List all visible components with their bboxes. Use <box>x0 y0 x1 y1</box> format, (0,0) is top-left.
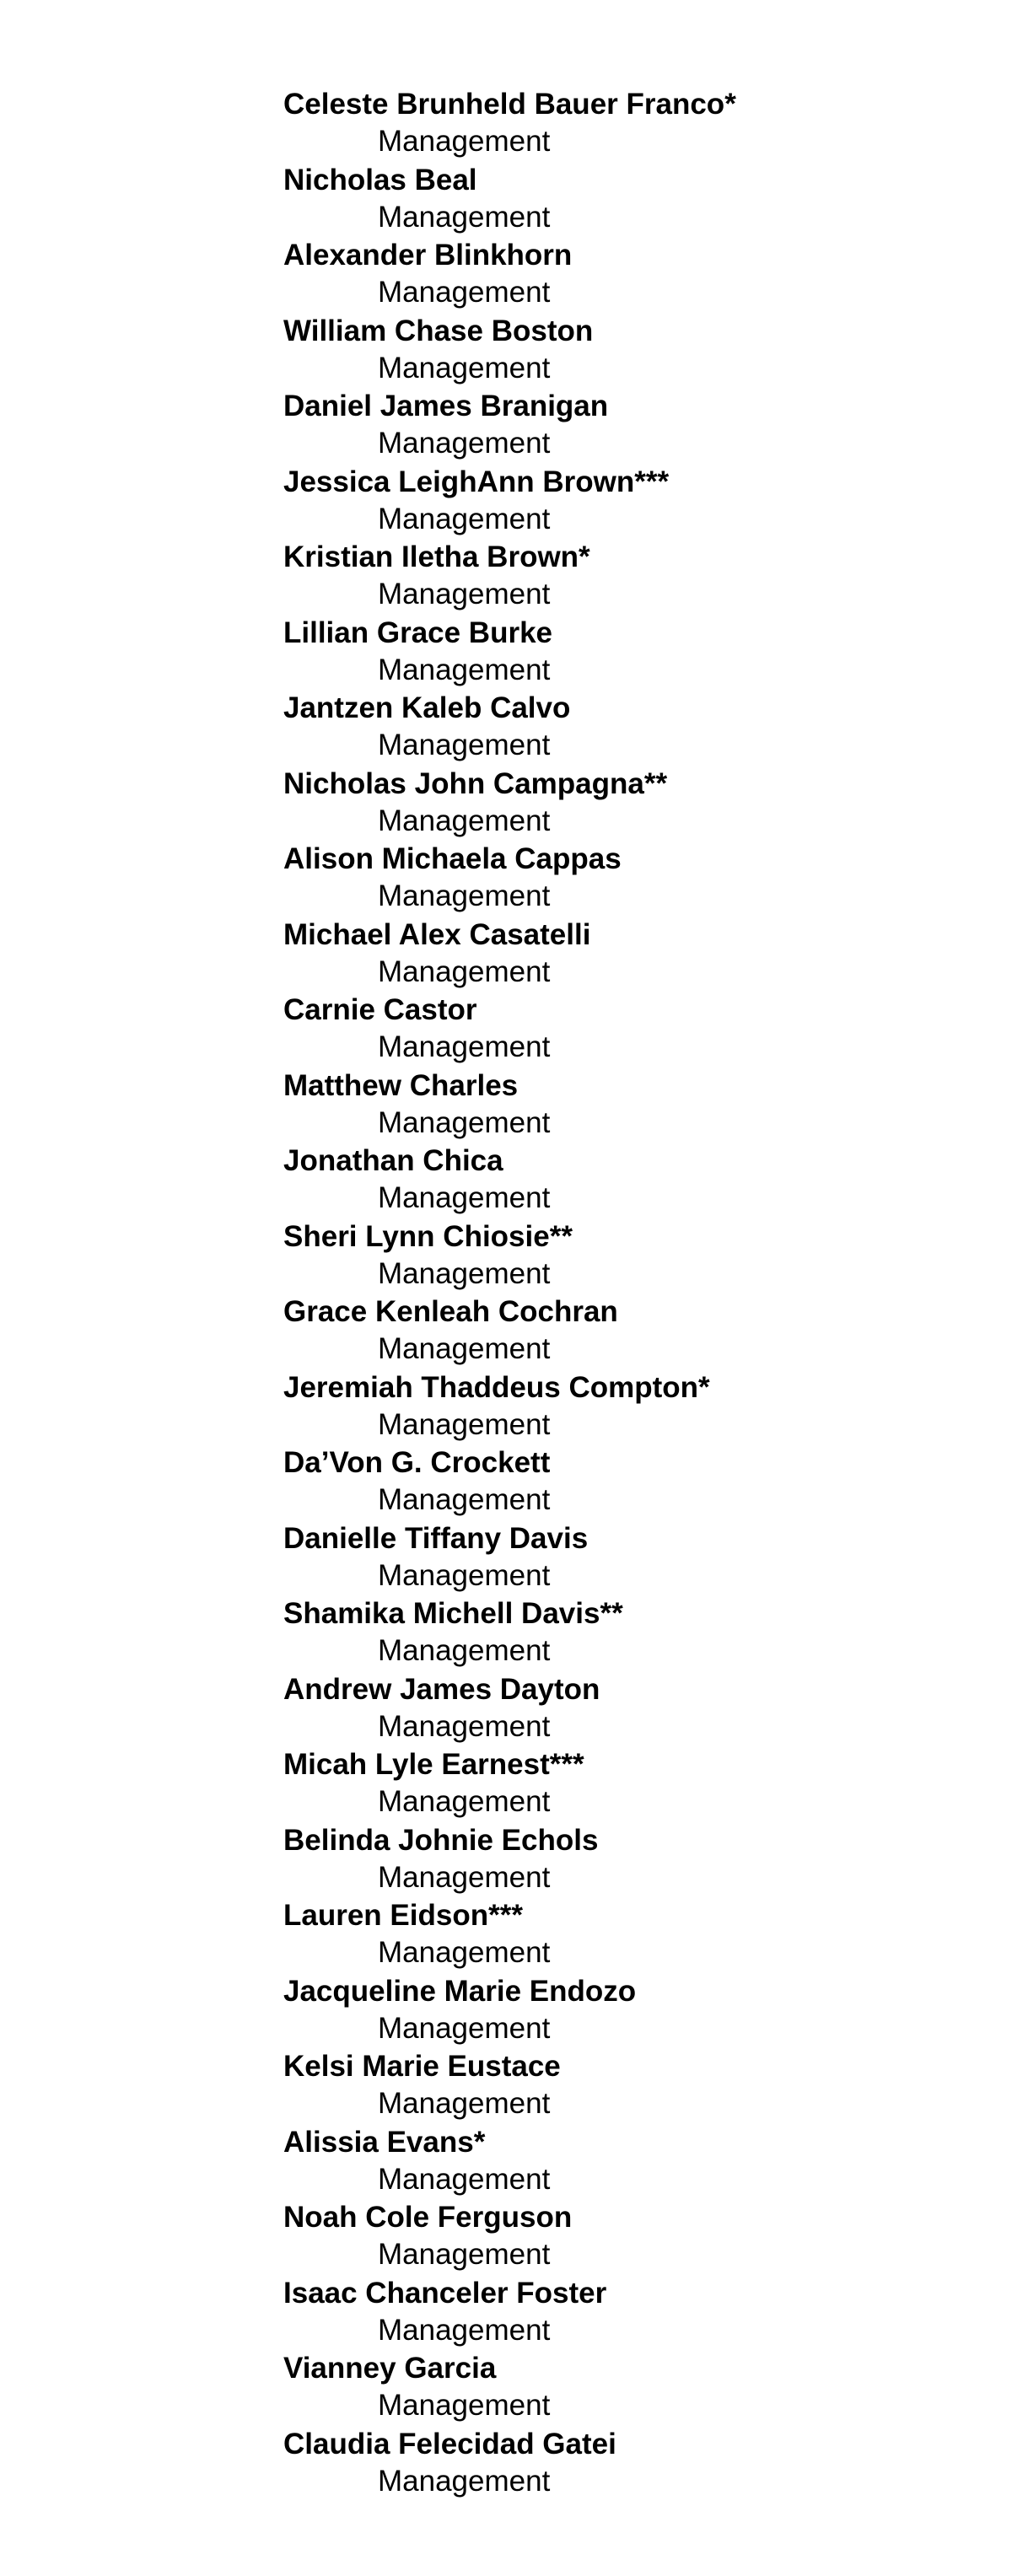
graduate-entry <box>283 2275 958 2351</box>
graduate-entry <box>283 237 958 313</box>
graduate-entry <box>283 1520 958 1596</box>
graduate-entry <box>283 1218 958 1294</box>
graduate-name: Nicholas Beal <box>283 163 477 196</box>
graduate-entry <box>283 615 958 691</box>
graduate-program: Management <box>378 653 551 686</box>
graduate-name: Sheri Lynn Chiosie** <box>283 1219 573 1253</box>
graduate-program: Management <box>378 804 551 837</box>
graduate-entry <box>283 1143 958 1218</box>
graduate-program: Management <box>378 1558 551 1592</box>
graduate-program: Management <box>378 1256 551 1290</box>
graduate-program: Management <box>378 1936 551 1969</box>
graduate-entry <box>283 2124 958 2200</box>
graduate-name: Claudia Felecidad Gatei <box>283 2427 616 2460</box>
graduate-name: Micah Lyle Earnest*** <box>283 1748 584 1781</box>
graduate-entry <box>283 162 958 238</box>
graduate-entry <box>283 1444 958 1520</box>
graduate-program: Management <box>378 879 551 912</box>
graduate-name: Belinda Johnie Echols <box>283 1823 599 1857</box>
graduate-name: Michael Alex Casatelli <box>283 917 591 951</box>
graduate-entry <box>283 1293 958 1369</box>
graduate-entry <box>283 1822 958 1898</box>
graduate-entry <box>283 388 958 464</box>
graduate-name: Shamika Michell Davis** <box>283 1597 623 1630</box>
graduate-program: Management <box>378 2313 551 2347</box>
graduate-program: Management <box>378 351 551 385</box>
graduate-name: Lillian Grace Burke <box>283 616 553 649</box>
graduate-entry <box>283 2350 958 2426</box>
graduate-program: Management <box>378 955 551 988</box>
graduate-entry <box>283 2199 958 2275</box>
graduate-name: Danielle Tiffany Davis <box>283 1521 589 1555</box>
graduate-name: Noah Cole Ferguson <box>283 2201 573 2234</box>
graduate-entry <box>283 2426 958 2502</box>
graduate-program: Management <box>378 1785 551 1818</box>
graduate-name: Jantzen Kaleb Calvo <box>283 691 571 724</box>
graduate-name: Andrew James Dayton <box>283 1672 600 1706</box>
graduate-program: Management <box>378 2087 551 2120</box>
graduate-name: Carnie Castor <box>283 993 477 1026</box>
graduate-program: Management <box>378 125 551 158</box>
graduate-name: Alison Michaela Cappas <box>283 842 622 875</box>
graduate-program: Management <box>378 2011 551 2045</box>
graduate-program: Management <box>378 276 551 309</box>
graduate-entry <box>283 313 958 389</box>
graduate-name: Nicholas John Campagna** <box>283 766 668 800</box>
graduate-name: Daniel James Branigan <box>283 390 609 422</box>
graduate-name: Da’Von G. Crockett <box>283 1446 551 1479</box>
graduate-program: Management <box>378 578 551 610</box>
graduate-entry <box>283 766 958 842</box>
graduate-program: Management <box>378 1483 551 1516</box>
graduate-entry <box>283 2048 958 2124</box>
graduate-program: Management <box>378 1105 551 1139</box>
graduate-program: Management <box>378 1030 551 1063</box>
graduate-name: Matthew Charles <box>283 1068 519 1102</box>
graduate-name: Jeremiah Thaddeus Compton* <box>283 1370 710 1404</box>
graduate-program: Management <box>378 1407 551 1441</box>
graduate-entry <box>283 1671 958 1747</box>
graduate-program: Management <box>378 2464 551 2498</box>
graduate-program: Management <box>378 1709 551 1743</box>
graduate-name: Isaac Chanceler Foster <box>283 2276 607 2310</box>
graduate-entry <box>283 1369 958 1445</box>
graduate-list <box>283 86 958 2501</box>
graduate-program: Management <box>378 1860 551 1894</box>
graduate-entry <box>283 539 958 615</box>
graduate-program: Management <box>378 1181 551 1214</box>
graduate-entry <box>283 464 958 540</box>
graduate-name: Celeste Brunheld Bauer Franco* <box>283 88 736 121</box>
graduate-name: Alexander Blinkhorn <box>283 239 573 272</box>
graduate-entry <box>283 86 958 162</box>
graduate-program: Management <box>378 2238 551 2271</box>
graduate-program: Management <box>378 1332 551 1365</box>
graduate-entry <box>283 917 958 992</box>
graduate-name: Alissia Evans* <box>283 2125 486 2159</box>
graduate-entry <box>283 1973 958 2049</box>
graduate-entry <box>283 690 958 766</box>
graduate-name: William Chase Boston <box>283 314 594 347</box>
graduate-name: Jessica LeighAnn Brown*** <box>283 465 670 498</box>
graduate-program: Management <box>378 729 551 761</box>
graduate-entry <box>283 841 958 917</box>
graduate-program: Management <box>378 502 551 535</box>
graduate-program: Management <box>378 1634 551 1667</box>
graduate-name: Kristian Iletha Brown* <box>283 540 590 573</box>
graduate-name: Kelsi Marie Eustace <box>283 2050 561 2083</box>
graduate-entry <box>283 1595 958 1671</box>
graduate-entry <box>283 992 958 1068</box>
graduate-name: Jonathan Chica <box>283 1144 503 1177</box>
graduate-program: Management <box>378 427 551 460</box>
graduate-entry <box>283 1068 958 1143</box>
graduate-name: Grace Kenleah Cochran <box>283 1295 618 1328</box>
graduate-program: Management <box>378 2389 551 2422</box>
graduate-name: Jacqueline Marie Endozo <box>283 1974 637 2008</box>
graduate-entry <box>283 1746 958 1822</box>
graduate-entry <box>283 1897 958 1973</box>
graduate-name: Lauren Eidson*** <box>283 1899 523 1932</box>
graduate-program: Management <box>378 200 551 234</box>
graduate-program: Management <box>378 2162 551 2196</box>
graduate-name: Vianney Garcia <box>283 2352 497 2385</box>
